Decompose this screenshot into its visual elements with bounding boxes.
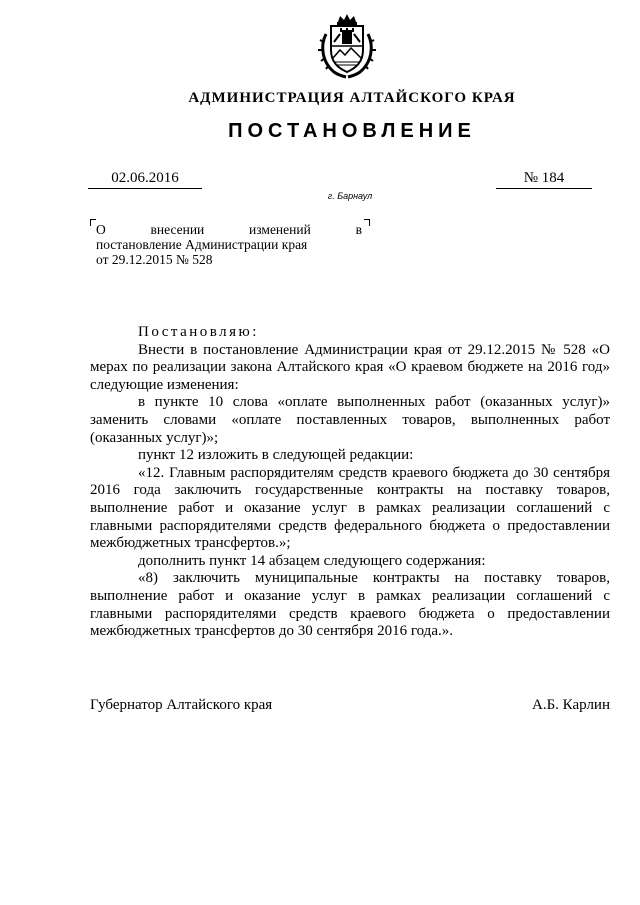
signature-block xyxy=(90,697,610,714)
body-paragraph: пункт 12 изложить в следующей редакции: xyxy=(138,447,414,464)
subject-line-3: от 29.12.2015 № 528 xyxy=(96,252,213,267)
body-paragraph: Внести в постановление Администрации края от 29.12.2015 № 528 «О мерах по реализации закона Алтайского края «О краевом бюджете на 2016 год» следующие изменения: xyxy=(90,341,610,393)
document-number: № 184 xyxy=(496,170,592,189)
altai-krai-coat-of-arms-icon xyxy=(316,12,378,80)
decree-word: Постановляю: xyxy=(138,324,259,340)
subject-word: О xyxy=(96,222,106,237)
signatory-position: Губернатор Алтайского края xyxy=(90,697,273,713)
subject-line-2: постановление Администрации края xyxy=(96,237,308,252)
document-subject xyxy=(96,222,362,267)
body-paragraph: «8) заключить муниципальные контракты на поставку товаров, выполнение работ и оказание услуг в рамках реализации соглашений с главными распорядителями средств краевого бюджета о предоставлении межбюджетных трансфертов до 30 сентября 2016 года.». xyxy=(90,570,610,640)
subject-word: изменений xyxy=(249,222,311,237)
signatory-name: А.Б. Карлин xyxy=(531,697,610,713)
body-paragraph: в пункте 10 слова «оплате выполненных работ (оказанных услуг)» заменить словами «оплате поставленных товаров, выполненных работ (оказанных услуг)»; xyxy=(90,394,610,446)
subject-line-1 xyxy=(96,222,362,237)
body-paragraph: дополнить пункт 14 абзацем следующего содержания: xyxy=(138,552,486,569)
subject-bracket-right xyxy=(364,219,370,226)
body-paragraph: «12. Главным распорядителям средств краевого бюджета до 30 сентября 2016 года заключить государственные контракты на поставку товаров, выполнение работ и оказание услуг в рамках реализации соглашений с главными распорядителями средств федерального бюджета о предоставлении межбюджетных трансфертов.»; xyxy=(90,464,610,552)
document-date: 02.06.2016 xyxy=(88,170,202,189)
subject-word: внесении xyxy=(150,222,205,237)
issue-city: г. Барнаул xyxy=(327,191,373,201)
document-body xyxy=(90,324,610,641)
organization-title: АДМИНИСТРАЦИЯ АЛТАЙСКОГО КРАЯ xyxy=(188,90,516,106)
document-type-title: ПОСТАНОВЛЕНИЕ xyxy=(228,120,476,142)
subject-word: в xyxy=(355,222,362,237)
